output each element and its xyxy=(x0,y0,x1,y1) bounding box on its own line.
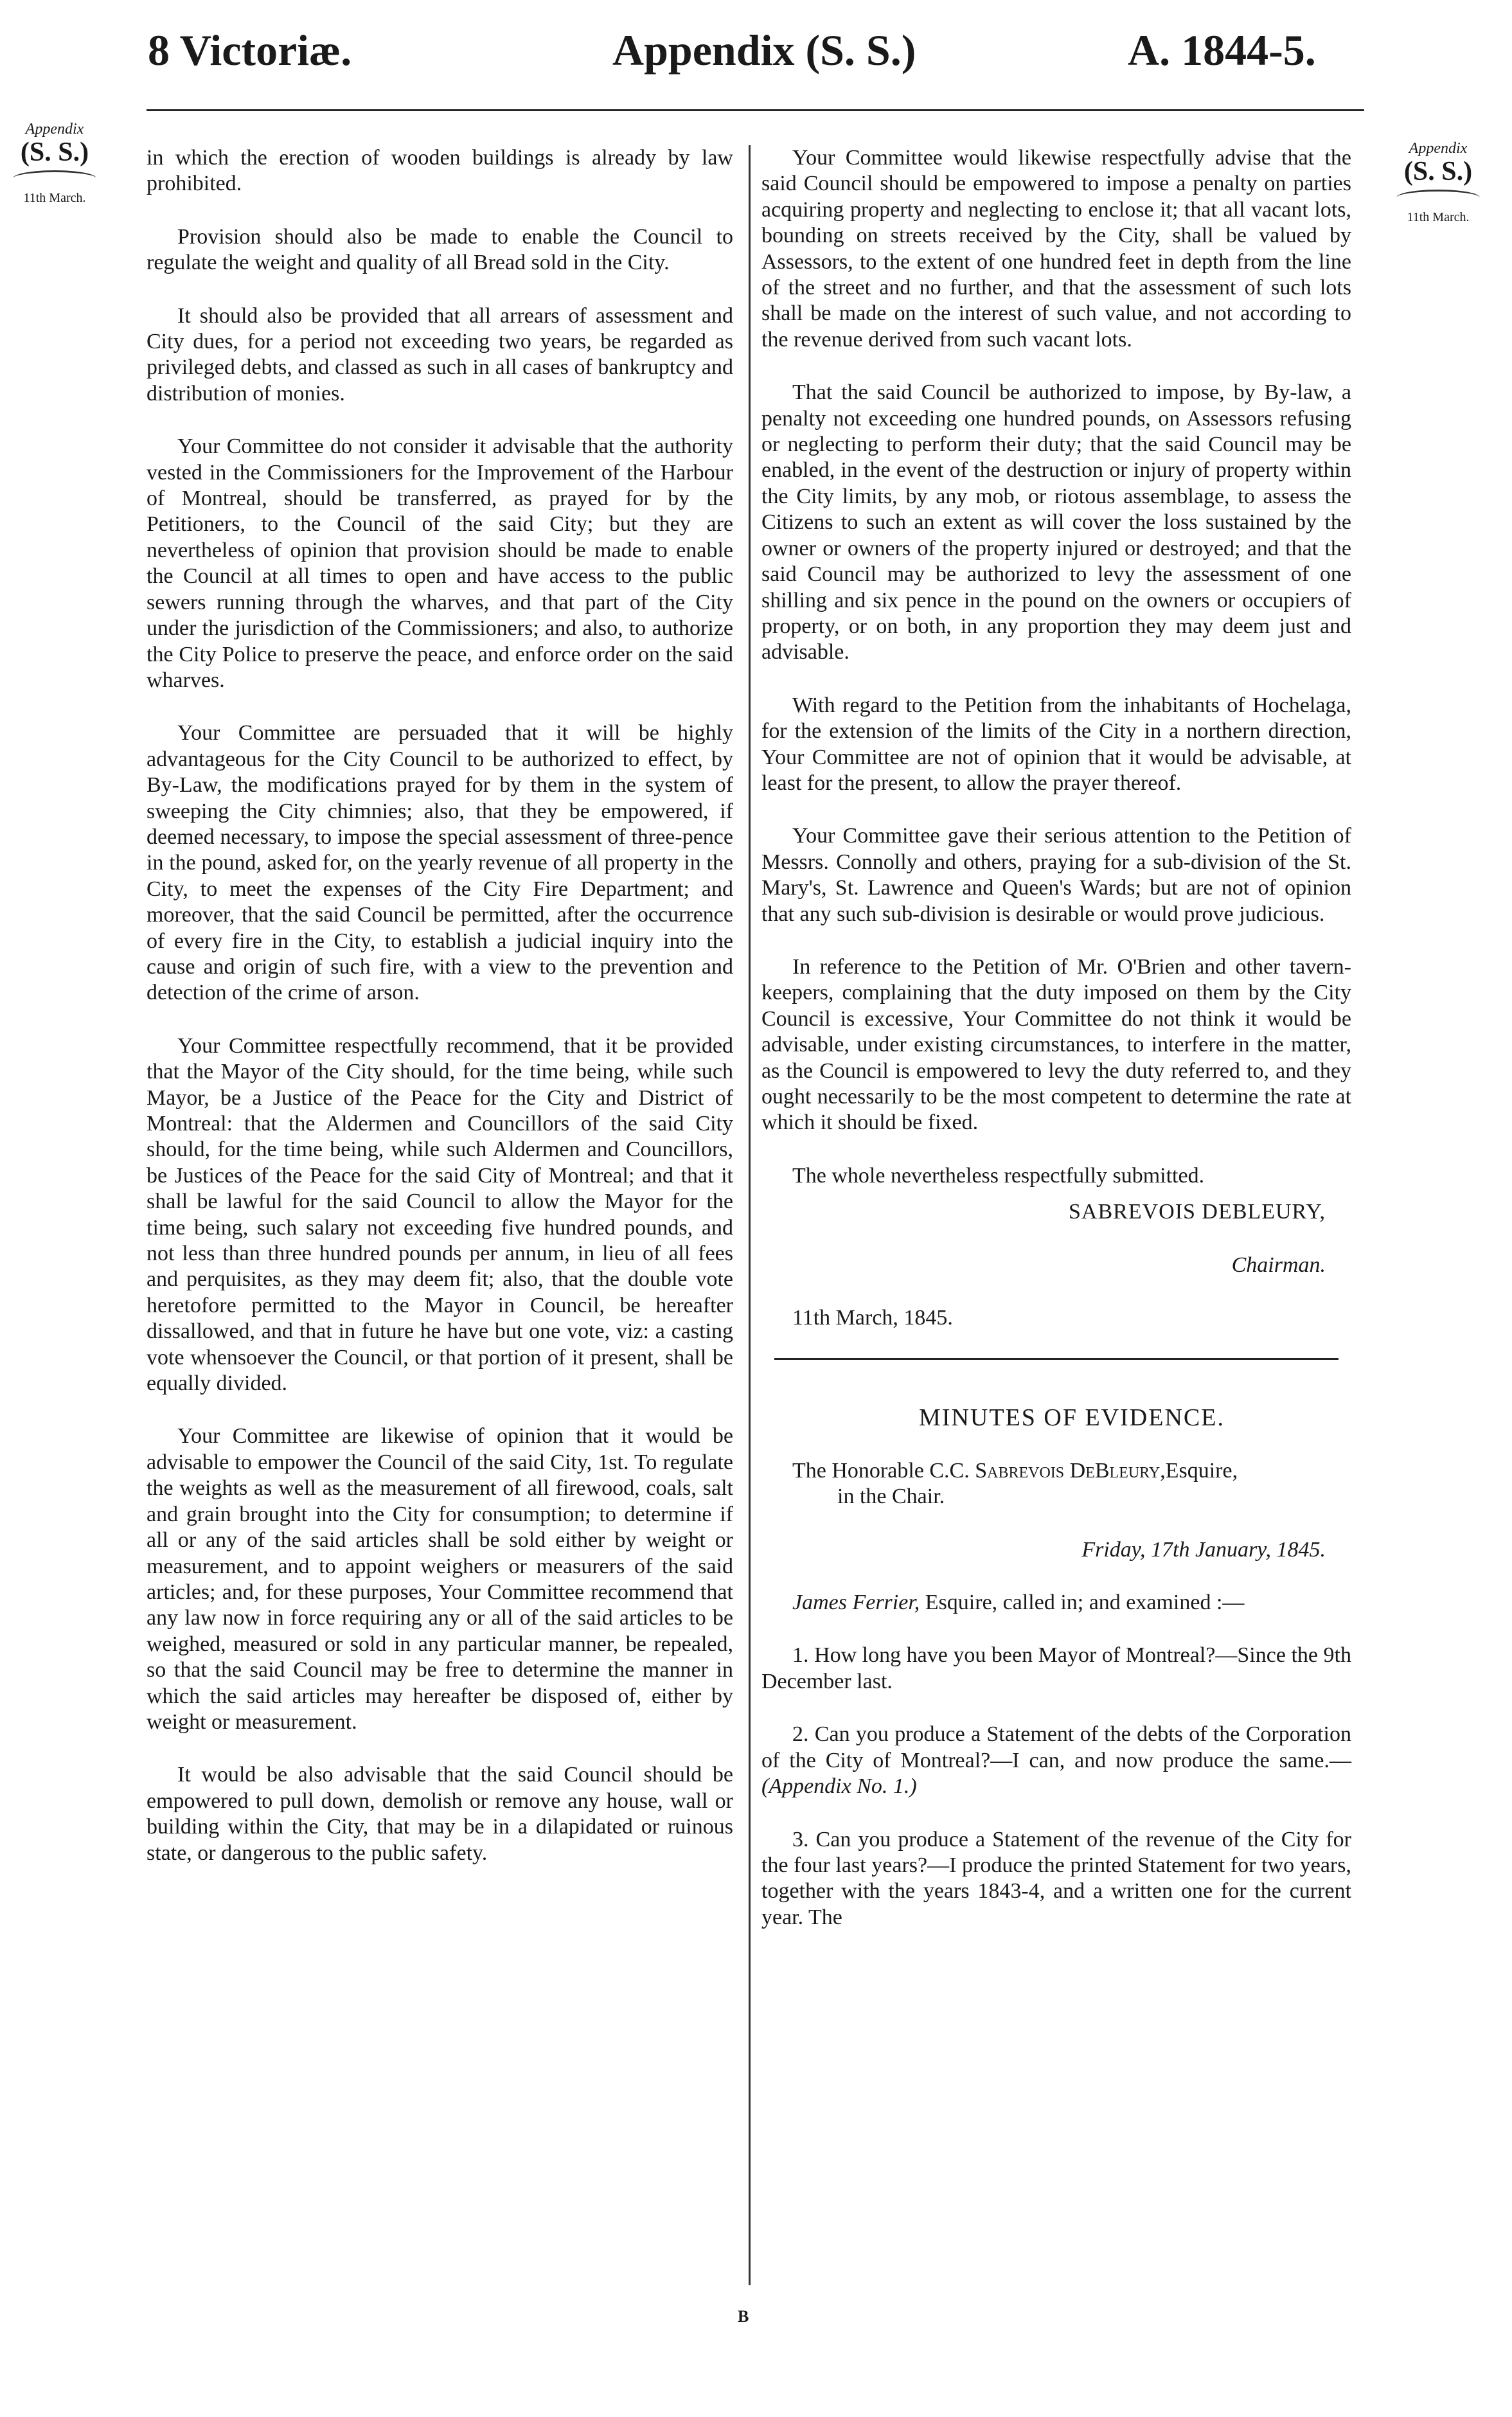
paragraph: Provision should also be made to enable the Council to regulate the weight and quality of all Bread sold in the City. xyxy=(147,224,733,275)
paragraph: Your Committee do not consider it advisable that the authority vested in the Commissioners for the Improvement of the Harbour of Montreal, should be transferred, as prayed for by the Petitioners, to the Council of the said City; but they are nevertheless of opinion that provision should be made to enable the Council at all times to open and have access to the public sewers running through the wharves, and that part of the City under the jurisdiction of the Commissioners; and also, to authorize the City Police to preserve the peace, and enforce order on the said wharves. xyxy=(147,434,733,692)
paragraph: It would be also advisable that the said Council should be empowered to pull down, demolish or remove any house, wall or building within the City, that may be in a dilapidated or ruinous state, or dangerous to the public safety. xyxy=(147,1763,733,1865)
margin-appendix-code: (S. S.) xyxy=(20,138,89,168)
witness-name: James Ferrier, xyxy=(792,1591,920,1615)
question: 3. Can you produce a Statement of the revenue of the City for the four last years?—I produce the printed Statement for two years, together with the years 1843-4, and a written one for the current year. The xyxy=(761,1827,1351,1929)
left-column xyxy=(147,145,733,1893)
question xyxy=(761,1722,1351,1799)
column-divider xyxy=(749,145,751,2285)
witness-line xyxy=(761,1590,1351,1616)
signature-mark: B xyxy=(738,2307,749,2326)
margin-appendix-label: Appendix xyxy=(25,121,84,138)
signature-name: SABREVOIS DEBLEURY, xyxy=(1069,1200,1326,1224)
report-date: 11th March, 1845. xyxy=(792,1306,953,1330)
appendix-reference: (Appendix No. 1.) xyxy=(761,1774,917,1799)
margin-date: 11th March. xyxy=(23,190,86,205)
header-rule xyxy=(147,109,1364,111)
question-text: 2. Can you produce a Statement of the debts of the Corporation of the City of Montreal?—I can, and now produce the same.— xyxy=(761,1722,1351,1772)
paragraph: Your Committee respectfully recommend, that it be provided that the Mayor of the City should, for the time being, while such Mayor, be a Justice of the Peace for the City and District of Montreal: that the Aldermen and Councillors of the said City should, for the time being, while such Aldermen and Councillors, be Justices of the Peace for the said City of Montreal; and that it shall be lawful for the said Council to allow the Mayor for the time being, such salary not exceeding five hundred pounds, and not less than three hundred pounds per annum, in lieu of all fees and perquisites, as they may deem fit; also, that the double vote heretofore permitted to the Mayor in Council, be hereafter dissallowed, and that in future he have but one vote, viz: a casting vote whensoever the Council, or that portion of it present, shall be equally divided. xyxy=(147,1033,733,1396)
margin-brace xyxy=(1396,190,1480,206)
question: 1. How long have you been Mayor of Montreal?—Since the 9th December last. xyxy=(761,1643,1351,1693)
chair-name: Sabrevois DeBleury, xyxy=(975,1458,1166,1483)
minutes-heading: MINUTES OF EVIDENCE. xyxy=(919,1404,1225,1432)
header-year: A. 1844-5. xyxy=(1128,26,1316,75)
margin-appendix-code: (S. S.) xyxy=(1403,157,1473,187)
paragraph: With regard to the Petition from the inhabitants of Hochelaga, for the extension of the limits of the City in a northern direction, Your Committee are not of opinion that it would be advisable, at least for the present, to allow the prayer thereof. xyxy=(761,693,1351,795)
chair-line2: in the Chair. xyxy=(837,1485,945,1509)
paragraph: Your Committee are persuaded that it will be highly advantageous for the City Council to be authorized to effect, by By-Law, the modifications prayed for by them in the system of sweeping the City chimnies; also, that they be empowered, if deemed necessary, to impose the special assessment of three-pence in the pound, asked for, on the yearly revenue of all property in the City, to meet the expenses of the City Fire Department; and moreover, that the said Council be permitted, after the occurrence of every fire in the City, to establish a judicial inquiry into the cause and origin of such fire, with a view to the prevention and detection of the crime of arson. xyxy=(147,721,733,1005)
chair-line xyxy=(761,1458,1351,1510)
paragraph: Your Committee are likewise of opinion that it would be advisable to empower the Council of the said City, 1st. To regulate the weights as well as the measurement of all firewood, coals, salt and grain brought into the City for consumption; to determine if all or any of the said articles shall be sold either by weight or measurement, and to appoint weighers or measurers of the said articles; and, for these purposes, Your Committee recommend that any law now in force requiring any or all of the said articles to be weighed, measured or sold in any particular manner, be repealed, so that the said Council may be free to determine the manner in which the said articles may hereafter be disposed of, either by weight or measurement. xyxy=(147,1424,733,1734)
paragraph: Your Committee would likewise respectfully advise that the said Council should be empowered to impose a penalty on parties acquiring property and neglecting to enclose it; that all vacant lots, bounding on streets received by the City, shall be valued by Assessors, to the extent of one hundred feet in depth from the line of the street and no further, and that the assessment of such lots shall be made on the interest of such value, and not according to the revenue derived from such vacant lots. xyxy=(761,146,1351,352)
paragraph: That the said Council be authorized to impose, by By-law, a penalty not exceeding one hundred pounds, on Assessors refusing or neglecting to perform their duty; that the said Council may be enabled, in the event of the destruction or injury of property within the City limits, by any mob, or riotous assemblage, to assess the Citizens to such an extent as will cover the loss sustained by the owner or owners of the property injured or destroyed; and that the said Council may be authorized to levy the assessment of one shilling and six pence in the pound on the owners or occupiers of property, or on both, in any proportion they may deem just and advisable. xyxy=(761,380,1351,664)
header-session: 8 Victoriæ. xyxy=(148,26,352,75)
paragraph: In reference to the Petition of Mr. O'Brien and other tavern-keepers, complaining that the duty imposed on them by the City Council is excessive, Your Committee do not think it would be advisable, under existing circumstances, to interfere in the matter, as the Council is empowered to levy the duty referred to, and they ought necessarily to be the most competent to determine the rate at which it should be fixed. xyxy=(761,954,1351,1135)
margin-note-left xyxy=(0,121,109,206)
minutes-date: Friday, 17th January, 1845. xyxy=(1081,1537,1326,1562)
paragraph: Your Committee gave their serious attention to the Petition of Messrs. Connolly and others, praying for a sub-division of the St. Mary's, St. Lawrence and Queen's Wards; but are not of opinion that any such sub-division is desirable or would prove judicious. xyxy=(761,824,1351,926)
paragraph: in which the erection of wooden buildings is already by law prohibited. xyxy=(147,146,733,196)
witness-rest: Esquire, called in; and examined :— xyxy=(925,1591,1245,1615)
margin-note-right xyxy=(1383,140,1493,225)
header-appendix: Appendix (S. S.) xyxy=(612,26,916,75)
right-column xyxy=(761,145,1351,1958)
margin-brace xyxy=(13,170,96,186)
margin-appendix-label: Appendix xyxy=(1409,140,1468,157)
paragraph: It should also be provided that all arrears of assessment and City dues, for a period not exceeding two years, be regarded as privileged debts, and classed as such in all cases of bankruptcy and distribution of monies. xyxy=(147,303,733,406)
signature-title: Chairman. xyxy=(1231,1253,1326,1277)
closing-line: The whole nevertheless respectfully submitted. xyxy=(792,1163,1205,1188)
margin-date: 11th March. xyxy=(1407,210,1470,224)
chair-prefix: The Honorable C.C. xyxy=(792,1458,970,1483)
section-rule xyxy=(774,1358,1339,1360)
chair-suffix: Esquire, xyxy=(1165,1458,1238,1483)
